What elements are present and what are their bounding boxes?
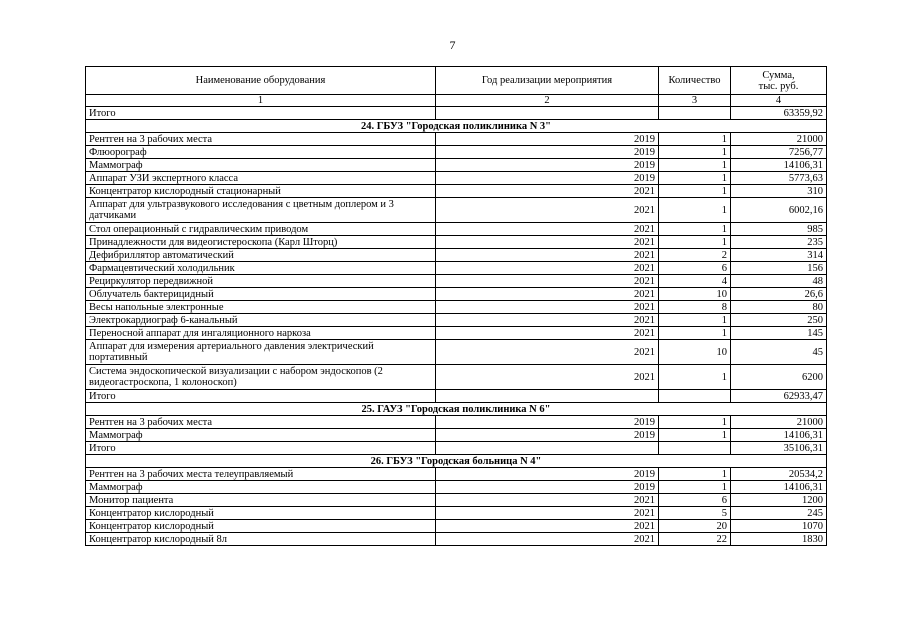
table-row <box>86 468 827 481</box>
table-row <box>86 146 827 159</box>
sum-cell: 310 <box>731 185 827 198</box>
equipment-name-cell: Аппарат УЗИ экспертного класса <box>86 172 436 185</box>
header-sum-line2: тыс. руб. <box>758 80 799 92</box>
year-cell: 2019 <box>436 416 659 429</box>
year-cell: 2021 <box>436 494 659 507</box>
quantity-cell <box>659 390 731 403</box>
table-row <box>86 301 827 314</box>
equipment-name-cell: Стол операционный с гидравлическим приводом <box>86 223 436 236</box>
year-cell <box>436 442 659 455</box>
quantity-cell: 1 <box>659 365 731 390</box>
sum-cell: 14106,31 <box>731 481 827 494</box>
equipment-name-cell: Флюорограф <box>86 146 436 159</box>
sum-cell: 5773,63 <box>731 172 827 185</box>
year-cell: 2021 <box>436 275 659 288</box>
year-cell: 2019 <box>436 481 659 494</box>
quantity-cell: 1 <box>659 185 731 198</box>
year-cell: 2021 <box>436 223 659 236</box>
year-cell: 2021 <box>436 185 659 198</box>
year-cell: 2019 <box>436 468 659 481</box>
table-row <box>86 327 827 340</box>
year-cell: 2021 <box>436 340 659 365</box>
equipment-name-cell: Фармацевтический холодильник <box>86 262 436 275</box>
sum-cell: 14106,31 <box>731 429 827 442</box>
year-cell: 2019 <box>436 429 659 442</box>
equipment-name-cell: Система эндоскопической визуализации с набором эндоскопов (2 видеогастроскопа, 1 колоноскоп) <box>86 365 436 390</box>
table-row <box>86 340 827 365</box>
equipment-name-cell: Маммограф <box>86 429 436 442</box>
equipment-name-cell: Концентратор кислородный 8л <box>86 533 436 546</box>
section-title: 25. ГАУЗ "Городская поликлиника N 6" <box>86 403 827 416</box>
sum-cell: 245 <box>731 507 827 520</box>
header-year: Год реализации мероприятия <box>436 67 659 95</box>
equipment-name-cell: Облучатель бактерицидный <box>86 288 436 301</box>
sum-cell: 7256,77 <box>731 146 827 159</box>
table-row <box>86 133 827 146</box>
equipment-name-cell: Концентратор кислородный стационарный <box>86 185 436 198</box>
column-number: 3 <box>659 95 731 107</box>
quantity-cell: 4 <box>659 275 731 288</box>
table-header-row <box>86 67 827 95</box>
equipment-name-cell: Переносной аппарат для ингаляционного наркоза <box>86 327 436 340</box>
year-cell: 2021 <box>436 198 659 223</box>
sum-cell: 314 <box>731 249 827 262</box>
table-row <box>86 159 827 172</box>
year-cell: 2021 <box>436 507 659 520</box>
equipment-name-cell: Рентген на 3 рабочих места телеуправляемый <box>86 468 436 481</box>
quantity-cell: 6 <box>659 262 731 275</box>
equipment-name-cell: Маммограф <box>86 159 436 172</box>
quantity-cell: 1 <box>659 468 731 481</box>
column-number: 2 <box>436 95 659 107</box>
header-equipment-name: Наименование оборудования <box>86 67 436 95</box>
total-row <box>86 390 827 403</box>
quantity-cell <box>659 442 731 455</box>
quantity-cell: 1 <box>659 327 731 340</box>
table-row <box>86 429 827 442</box>
table-row <box>86 262 827 275</box>
section-header-row <box>86 403 827 416</box>
quantity-cell: 8 <box>659 301 731 314</box>
sum-cell: 21000 <box>731 416 827 429</box>
quantity-cell: 22 <box>659 533 731 546</box>
year-cell: 2019 <box>436 146 659 159</box>
equipment-name-cell: Итого <box>86 390 436 403</box>
table-row <box>86 520 827 533</box>
sum-cell: 14106,31 <box>731 159 827 172</box>
quantity-cell: 10 <box>659 340 731 365</box>
year-cell <box>436 390 659 403</box>
table-row <box>86 288 827 301</box>
year-cell: 2021 <box>436 533 659 546</box>
table-row <box>86 481 827 494</box>
sum-cell: 63359,92 <box>731 107 827 120</box>
sum-cell: 21000 <box>731 133 827 146</box>
header-quantity: Количество <box>659 67 731 95</box>
equipment-name-cell: Дефибриллятор автоматический <box>86 249 436 262</box>
equipment-name-cell: Итого <box>86 442 436 455</box>
table-row <box>86 533 827 546</box>
quantity-cell: 1 <box>659 314 731 327</box>
equipment-name-cell: Концентратор кислородный <box>86 520 436 533</box>
header-sum <box>731 67 827 95</box>
equipment-name-cell: Рентген на 3 рабочих места <box>86 416 436 429</box>
equipment-name-cell: Принадлежности для видеогистероскопа (Карл Шторц) <box>86 236 436 249</box>
sum-cell: 35106,31 <box>731 442 827 455</box>
sum-cell: 80 <box>731 301 827 314</box>
sum-cell: 156 <box>731 262 827 275</box>
quantity-cell: 10 <box>659 288 731 301</box>
quantity-cell: 2 <box>659 249 731 262</box>
quantity-cell: 20 <box>659 520 731 533</box>
sum-cell: 985 <box>731 223 827 236</box>
year-cell: 2021 <box>436 314 659 327</box>
table-body <box>86 107 827 546</box>
quantity-cell: 1 <box>659 198 731 223</box>
equipment-name-cell: Рециркулятор передвижной <box>86 275 436 288</box>
sum-cell: 20534,2 <box>731 468 827 481</box>
quantity-cell: 1 <box>659 146 731 159</box>
year-cell: 2021 <box>436 327 659 340</box>
table-row <box>86 249 827 262</box>
table-row <box>86 416 827 429</box>
sum-cell: 6200 <box>731 365 827 390</box>
year-cell: 2021 <box>436 288 659 301</box>
table-row <box>86 172 827 185</box>
quantity-cell: 1 <box>659 236 731 249</box>
sum-cell: 62933,47 <box>731 390 827 403</box>
quantity-cell: 1 <box>659 159 731 172</box>
equipment-name-cell: Аппарат для измерения артериального давления электрический портативный <box>86 340 436 365</box>
year-cell: 2019 <box>436 172 659 185</box>
column-number-row <box>86 95 827 107</box>
year-cell: 2021 <box>436 262 659 275</box>
section-header-row <box>86 120 827 133</box>
sum-cell: 45 <box>731 340 827 365</box>
year-cell: 2019 <box>436 159 659 172</box>
quantity-cell: 1 <box>659 416 731 429</box>
sum-cell: 48 <box>731 275 827 288</box>
year-cell: 2021 <box>436 236 659 249</box>
quantity-cell: 1 <box>659 481 731 494</box>
quantity-cell: 6 <box>659 494 731 507</box>
table-row <box>86 275 827 288</box>
year-cell: 2021 <box>436 520 659 533</box>
quantity-cell: 1 <box>659 223 731 236</box>
equipment-name-cell: Весы напольные электронные <box>86 301 436 314</box>
total-row <box>86 107 827 120</box>
quantity-cell: 1 <box>659 172 731 185</box>
year-cell: 2021 <box>436 301 659 314</box>
equipment-name-cell: Монитор пациента <box>86 494 436 507</box>
year-cell <box>436 107 659 120</box>
table-row <box>86 223 827 236</box>
header-sum-line1: Сумма, <box>762 69 795 81</box>
sum-cell: 6002,16 <box>731 198 827 223</box>
page-number: 7 <box>449 38 456 52</box>
year-cell: 2021 <box>436 365 659 390</box>
equipment-name-cell: Маммограф <box>86 481 436 494</box>
section-title: 24. ГБУЗ "Городская поликлиника N 3" <box>86 120 827 133</box>
equipment-name-cell: Концентратор кислородный <box>86 507 436 520</box>
equipment-name-cell: Рентген на 3 рабочих места <box>86 133 436 146</box>
quantity-cell: 1 <box>659 133 731 146</box>
column-number: 4 <box>731 95 827 107</box>
equipment-name-cell: Аппарат для ультразвукового исследования с цветным доплером и 3 датчиками <box>86 198 436 223</box>
sum-cell: 1070 <box>731 520 827 533</box>
total-row <box>86 442 827 455</box>
quantity-cell: 1 <box>659 429 731 442</box>
sum-cell: 26,6 <box>731 288 827 301</box>
equipment-name-cell: Итого <box>86 107 436 120</box>
table-row <box>86 198 827 223</box>
table-row <box>86 365 827 390</box>
section-header-row <box>86 455 827 468</box>
equipment-name-cell: Электрокардиограф 6-канальный <box>86 314 436 327</box>
table-row <box>86 185 827 198</box>
table-row <box>86 236 827 249</box>
table-row <box>86 507 827 520</box>
table-row <box>86 314 827 327</box>
sum-cell: 145 <box>731 327 827 340</box>
table-row <box>86 494 827 507</box>
sum-cell: 235 <box>731 236 827 249</box>
equipment-table <box>85 66 827 546</box>
year-cell: 2019 <box>436 133 659 146</box>
sum-cell: 250 <box>731 314 827 327</box>
year-cell: 2021 <box>436 249 659 262</box>
quantity-cell <box>659 107 731 120</box>
sum-cell: 1830 <box>731 533 827 546</box>
quantity-cell: 5 <box>659 507 731 520</box>
section-title: 26. ГБУЗ "Городская больница N 4" <box>86 455 827 468</box>
sum-cell: 1200 <box>731 494 827 507</box>
column-number: 1 <box>86 95 436 107</box>
